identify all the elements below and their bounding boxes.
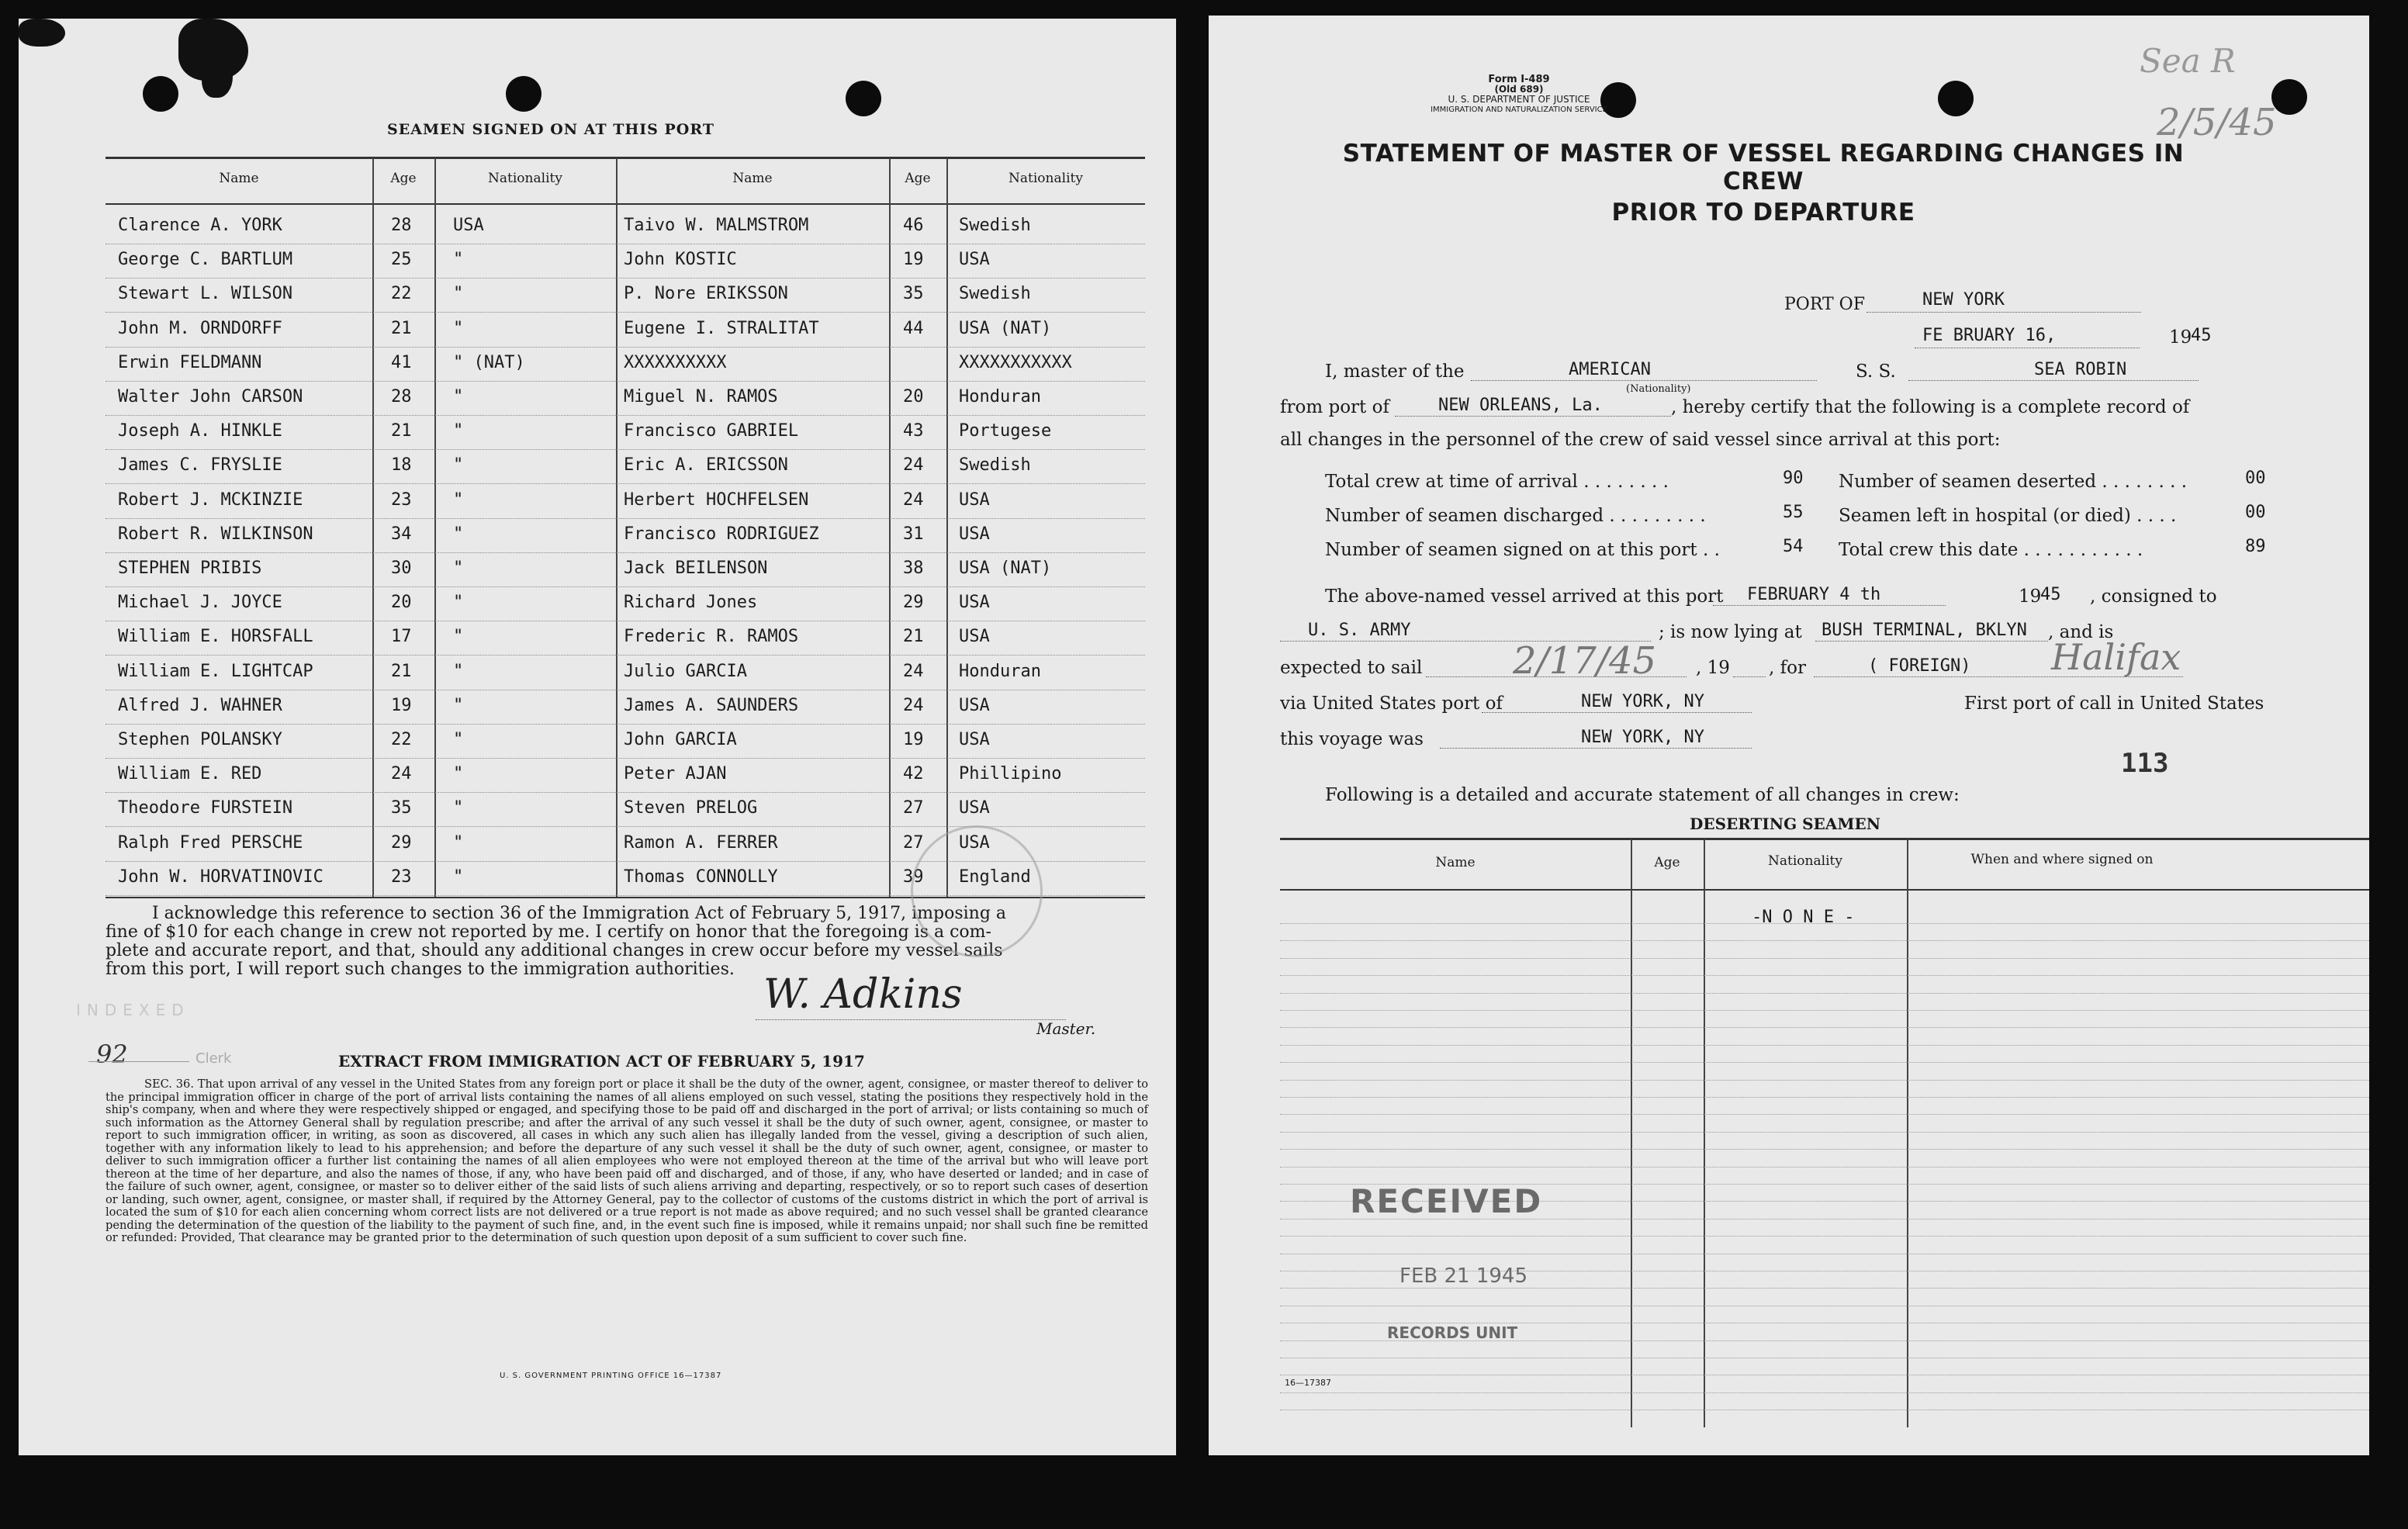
clerk-number: 92: [96, 1040, 128, 1069]
crew-cell-nat: ": [453, 387, 464, 406]
received-date: FEB 21 1945: [1399, 1264, 1528, 1288]
stat-value: 54: [1783, 537, 1804, 556]
crew-cell-age: 24: [903, 661, 924, 681]
ship-name: SEA ROBIN: [2034, 360, 2127, 379]
crew-cell-name: Alfred J. WAHNER: [118, 695, 282, 715]
master-of-label: I, master of the: [1325, 361, 1465, 382]
crew-cell-name: James A. SAUNDERS: [624, 695, 799, 715]
table-rule: [1280, 958, 2369, 959]
stat-value: 90: [1783, 469, 1804, 488]
crew-cell-age: 29: [903, 593, 924, 613]
form-number: Form I-489: [1488, 74, 1550, 85]
row-rule: [106, 381, 1145, 382]
crew-cell-age: 24: [391, 764, 412, 784]
crew-cell-nat: ": [453, 627, 464, 647]
row-rule: [106, 586, 1145, 587]
voyage-label: this voyage was: [1280, 729, 1424, 749]
voyage-value: NEW YORK, NY: [1581, 728, 1704, 747]
department: U. S. DEPARTMENT OF JUSTICE: [1448, 94, 1590, 105]
crew-cell-nat: USA: [959, 798, 990, 818]
crew-cell-age: 19: [903, 730, 924, 749]
form-header: [1379, 74, 1659, 115]
crew-cell-nat: ": [453, 764, 464, 784]
following-text: Following is a detailed and accurate statement of all changes in crew:: [1325, 785, 1960, 805]
footer-code: 16—17387: [1285, 1378, 1331, 1388]
certify-text-2: all changes in the personnel of the crew of said vessel since arrival at this port:: [1280, 430, 2001, 450]
ack-line: plete and accurate report, and that, should any additional changes in crew occur before my vessel sails: [106, 941, 1003, 960]
crew-cell-nat: Swedish: [959, 455, 1031, 476]
crew-cell-age: 19: [903, 250, 924, 270]
crew-cell-name: Herbert HOCHFELSEN: [624, 489, 809, 510]
crew-cell-name: Miguel N. RAMOS: [624, 387, 778, 406]
indexed-stamp: INDEXED: [76, 1001, 190, 1019]
crew-cell-nat: USA: [959, 593, 990, 613]
stamp-number: 113: [2121, 748, 2169, 779]
ack-line: fine of $10 for each change in crew not reported by me. I certify on honor that the foregoing is a com-: [106, 922, 991, 942]
title-line: PRIOR TO DEPARTURE: [1611, 199, 1915, 227]
table-rule: [1280, 1027, 2369, 1028]
header-name: Name: [1435, 855, 1476, 870]
crew-cell-age: 21: [391, 661, 412, 681]
table-rule: [1280, 1114, 2369, 1115]
for-label: , for: [1769, 658, 1806, 678]
none-entry: -N O N E -: [1752, 908, 1855, 927]
master-signature: W. Adkins: [763, 971, 963, 1018]
crew-cell-nat: ": [453, 593, 464, 613]
table-rule: [1280, 1132, 2369, 1133]
crew-cell-age: 39: [903, 867, 924, 887]
crew-cell-nat: ": [453, 318, 464, 338]
consigned-label: , consigned to: [2090, 586, 2217, 607]
crew-cell-nat: ": [453, 867, 464, 887]
arrived-text: The above-named vessel arrived at this port: [1325, 586, 1724, 607]
stat-label: Number of seamen signed on at this port . .: [1325, 540, 1720, 560]
crew-cell-age: 22: [391, 284, 412, 304]
crew-cell-age: 24: [903, 695, 924, 715]
table-rule: [1280, 1097, 2369, 1098]
crew-cell-nat: ": [453, 284, 464, 304]
crew-cell-age: 21: [391, 421, 412, 441]
crew-cell-nat: USA (NAT): [959, 559, 1052, 578]
crew-cell-age: 30: [391, 559, 412, 578]
crew-cell-name: John KOSTIC: [624, 250, 737, 270]
crew-cell-nat: ": [453, 798, 464, 818]
table-rule: [1280, 975, 2369, 976]
crew-cell-name: Stephen POLANSKY: [118, 730, 282, 749]
expected-value: 2/17/45: [1513, 639, 1657, 683]
crew-cell-name: John GARCIA: [624, 730, 737, 749]
from-port-value: NEW ORLEANS, La.: [1438, 396, 1603, 415]
extract-title: EXTRACT FROM IMMIGRATION ACT OF FEBRUARY 5, 1917: [338, 1052, 865, 1071]
crew-cell-nat: XXXXXXXXXXX: [959, 352, 1072, 372]
crew-cell-name: Peter AJAN: [624, 764, 727, 784]
crew-cell-age: 18: [391, 455, 412, 476]
row-rule: [106, 792, 1145, 793]
crew-cell-age: 27: [903, 832, 924, 853]
crew-cell-nat: Swedish: [959, 216, 1031, 235]
crew-cell-age: 22: [391, 730, 412, 749]
crew-cell-nat: USA: [959, 627, 990, 647]
table-rule: [1280, 1010, 2369, 1011]
crew-cell-age: 29: [391, 832, 412, 853]
punch-hole: [143, 76, 178, 112]
date-value: FE BRUARY 16,: [1922, 326, 2057, 345]
table-rule: [1280, 993, 2369, 994]
ack-line: from this port, I will report such changes to the immigration authorities.: [106, 960, 735, 979]
crew-cell-name: Julio GARCIA: [624, 661, 747, 681]
crew-cell-name: Francisco GABRIEL: [624, 421, 799, 441]
crew-cell-name: Theodore FURSTEIN: [118, 798, 293, 818]
row-rule: [106, 347, 1145, 348]
crew-cell-name: STEPHEN PRIBIS: [118, 559, 262, 578]
header-when-where: When and where signed on: [1970, 852, 2154, 867]
crew-cell-name: Thomas CONNOLLY: [624, 867, 778, 887]
crew-cell-nat: USA: [959, 250, 990, 270]
row-rule: [106, 655, 1145, 656]
corner-note: Sea R: [2140, 42, 2236, 80]
corner-date: 2/5/45: [2157, 101, 2277, 144]
crew-cell-nat: ": [453, 421, 464, 441]
row-rule: [106, 724, 1145, 725]
stat-value: 00: [2245, 469, 2266, 488]
master-label: Master.: [1036, 1019, 1096, 1038]
crew-cell-nat: ": [453, 250, 464, 270]
form-title: [1325, 140, 2202, 227]
table-rule: [1280, 1288, 2369, 1289]
table-rule: [1280, 1080, 2369, 1081]
crew-cell-nat: USA: [959, 489, 990, 510]
crew-cell-name: William E. LIGHTCAP: [118, 661, 313, 681]
first-call-label: First port of call in United States: [1964, 694, 2264, 714]
table-rule: [1280, 940, 2369, 941]
header-nationality: Nationality: [488, 171, 562, 186]
table-rule: [1280, 1392, 2369, 1393]
left-page: [19, 19, 1176, 1455]
crew-cell-nat: " (NAT): [453, 352, 525, 372]
ack-line: I acknowledge this reference to section 36 of the Immigration Act of February 5, 1917, imposing a: [152, 904, 1007, 923]
crew-cell-nat: ": [453, 730, 464, 749]
crew-cell-nat: Honduran: [959, 387, 1041, 406]
halifax-note: Halifax: [2051, 636, 2181, 678]
and-is: , and is: [2048, 622, 2114, 642]
expected-label: expected to sail: [1280, 658, 1423, 678]
stat-label: Number of seamen discharged . . . . . . . . .: [1325, 506, 1706, 526]
extract-body: SEC. 36. That upon arrival of any vessel in the United States from any foreign port or place it shall be the duty of the owner, agent, consignee, or master thereof to deliver to the principal immigration officer in charge of the port of arrival lists containing the names of all aliens employed on such vessel, stating the positions they respectively hold in the ship's company, when and where they were respectively shipped or engaged, and specifying those to be paid off and discharged in the port of arrival; or lists containing so much of such information as the Attorney General shall by regulation prescribe; and after the arrival of any such vessel it shall be the duty of such owner, agent, consignee, or master to report to such immigration officer, in writing, as soon as discovered, all cases in which any such alien has illegally landed from the vessel, giving a description of such alien, together with any information likely to lead to his apprehension; and before the departure of any such vessel it shall be the duty of such owner, agent, consignee, or master to deliver to such immigration officer a further list containing the names of all alien employees who were not employed thereon at the time of the arrival but who will leave port thereon at the time of her departure, and also the names of those, if any, who have been paid off and discharged, and of those, if any, who have deserted or landed; and in case of the failure of such owner, agent, consignee, or master so to deliver either of the said lists of such aliens arriving and departing, respectively, or so to report such cases of desertion or landing, such owner, agent, consignee, or master shall, if required by the Attorney General, pay to the collector of customs of the customs district in which the port of arrival is located the sum of $10 for each alien concerning whom correct lists are not delivered or a true report is not made as above required; and no such vessel shall be granted clearance pending the determination of the question of the liability to the payment of such fine, and, in the event such fine is imposed, while it remains unpaid; nor shall such fine be remitted or refunded: Provided, That clearance may be granted prior to the determination of such question upon deposit of a sum sufficient to cover such fine.: [106, 1078, 1148, 1244]
crew-cell-age: 23: [391, 867, 412, 887]
stat-label: Total crew at time of arrival . . . . . . . .: [1325, 472, 1669, 492]
right-page: Form I-489 (Old 689) U. S. DEPARTMENT OF JUSTICE IMMIGRATION AND NATURALIZATION SERVICE Sea R 2/5/45 STATEMENT OF MASTER OF VESSEL REGARDING CHANGES IN CREW PRIOR TO DEPARTURE PORT OF NEW YORK FE BRUARY 16, 19 45 I, master of the AMERICAN (Nationality) S. S. SEA ROBIN from port of NEW ORLEANS, La. , hereby certify that the following is a complete record of all changes in the personnel of the crew of said vessel since arrival at this port: Total crew at time of arrival . . . . . . . . 90 Number of seamen discharged . . . . . . . . . 55 Number of seamen signed on at this port . . 54 Number of seamen deserted . . . . . . . . 00 Seamen left in hospital (or died) . . . . 00 Total crew this date . . . . . . . . . . . 89 The above-named vessel arrived at this port FEBRUARY 4 th 19 45 , consigned to U. S. ARMY ; is now lying at BUSH TERMINAL, BKLYN , and is expected to sail 2/17/45 , 19 , for ( FOREIGN) Halifax via United States port of NEW YORK, NY First port of call in United States this voyage was NEW YORK, NY 113 Following is a detailed and accurate statement of all changes in crew: DESERTING SEAMEN Name Age Nationality When and where signed on -N O N E - RECEIVED FEB 21 1945 RECORDS UNIT 16—17387: [1209, 16, 2389, 1455]
punch-hole: [1938, 81, 1974, 116]
crew-cell-age: 42: [903, 764, 924, 784]
header-age: Age: [390, 171, 417, 186]
year-value: 45: [2191, 326, 2212, 345]
crew-cell-name: James C. FRYSLIE: [118, 455, 282, 476]
crew-cell-nat: USA: [959, 524, 990, 544]
table-title: SEAMEN SIGNED ON AT THIS PORT: [387, 121, 714, 138]
crew-cell-name: Eugene I. STRALITAT: [624, 318, 819, 338]
crew-cell-nat: ": [453, 489, 464, 510]
crew-cell-name: XXXXXXXXXX: [624, 352, 727, 372]
crew-cell-nat: Swedish: [959, 284, 1031, 304]
header-name: Name: [732, 171, 773, 186]
crew-cell-name: Ralph Fred PERSCHE: [118, 832, 303, 853]
crew-cell-name: Jack BEILENSON: [624, 559, 768, 578]
arrived-year: 45: [2040, 585, 2061, 604]
crew-cell-name: Taivo W. MALMSTROM: [624, 216, 809, 235]
crew-cell-name: Stewart L. WILSON: [118, 284, 293, 304]
circular-stamp: [911, 825, 1043, 957]
crew-cell-name: Clarence A. YORK: [118, 216, 282, 235]
crew-cell-age: 27: [903, 798, 924, 818]
printing-office: U. S. GOVERNMENT PRINTING OFFICE 16—17387: [500, 1372, 722, 1380]
crew-cell-age: 43: [903, 421, 924, 441]
header-age: Age: [905, 171, 931, 186]
for-value: ( FOREIGN): [1868, 656, 1971, 676]
crew-cell-age: 20: [903, 387, 924, 406]
crew-cell-name: Robert J. MCKINZIE: [118, 489, 303, 510]
header-nationality: Nationality: [1009, 171, 1083, 186]
crew-cell-name: Eric A. ERICSSON: [624, 455, 788, 476]
stat-label: Seamen left in hospital (or died) . . . .: [1839, 506, 2177, 526]
stat-value: 55: [1783, 503, 1804, 522]
crew-cell-nat: ": [453, 661, 464, 681]
crew-cell-nat: USA (NAT): [959, 318, 1052, 338]
row-rule: [106, 483, 1145, 484]
crew-cell-name: Francisco RODRIGUEZ: [624, 524, 819, 544]
arrived-date: FEBRUARY 4 th: [1747, 585, 1881, 604]
crew-cell-nat: USA: [959, 730, 990, 749]
crew-cell-nat: USA: [959, 832, 990, 853]
stat-value: 89: [2245, 537, 2266, 556]
row-rule: [106, 415, 1145, 416]
header-nationality: Nationality: [1768, 853, 1842, 869]
ink-blot: [202, 54, 233, 98]
records-unit: RECORDS UNIT: [1387, 1323, 1518, 1342]
crew-cell-age: 35: [903, 284, 924, 304]
deserting-title: DESERTING SEAMEN: [1690, 815, 1880, 833]
crew-cell-nat: Honduran: [959, 661, 1041, 681]
port-value: NEW YORK: [1922, 290, 2005, 310]
crew-cell-age: 41: [391, 352, 412, 372]
row-rule: [106, 312, 1145, 313]
stat-value: 00: [2245, 503, 2266, 522]
row-rule: [106, 449, 1145, 450]
certify-text: , hereby certify that the following is a complete record of: [1671, 397, 2190, 417]
port-label: PORT OF: [1784, 295, 1865, 314]
crew-cell-name: Michael J. JOYCE: [118, 593, 282, 613]
crew-cell-age: 25: [391, 250, 412, 270]
crew-cell-name: John W. HORVATINOVIC: [118, 867, 323, 887]
crew-cell-age: 24: [903, 489, 924, 510]
table-rule: [1280, 1167, 2369, 1168]
crew-cell-name: Erwin FELDMANN: [118, 352, 262, 372]
crew-cell-nat: USA: [453, 216, 484, 235]
crew-cell-age: 19: [391, 695, 412, 715]
consignee: U. S. ARMY: [1308, 621, 1411, 640]
form-old-number: (Old 689): [1494, 84, 1544, 95]
via-label: via United States port of: [1280, 694, 1503, 714]
nationality-label: (Nationality): [1626, 383, 1691, 395]
punch-hole: [846, 81, 881, 116]
table-rule: [1280, 1236, 2369, 1237]
crew-cell-nat: ": [453, 832, 464, 853]
ink-blot: [19, 19, 65, 47]
crew-cell-nat: ": [453, 559, 464, 578]
received-stamp: RECEIVED: [1350, 1182, 1543, 1220]
crew-cell-age: 34: [391, 524, 412, 544]
crew-cell-age: 20: [391, 593, 412, 613]
via-value: NEW YORK, NY: [1581, 692, 1704, 711]
crew-cell-age: 24: [903, 455, 924, 476]
stat-label: Total crew this date . . . . . . . . . . .: [1839, 540, 2143, 560]
crew-cell-age: 21: [391, 318, 412, 338]
header-age: Age: [1654, 855, 1680, 870]
stat-label: Number of seamen deserted . . . . . . . .: [1839, 472, 2188, 492]
crew-cell-nat: Portugese: [959, 421, 1052, 441]
crew-cell-age: 38: [903, 559, 924, 578]
ss-label: S. S.: [1856, 361, 1896, 382]
crew-cell-name: John M. ORNDORFF: [118, 318, 282, 338]
crew-cell-age: 28: [391, 387, 412, 406]
crew-cell-nat: Phillipino: [959, 764, 1062, 784]
crew-cell-name: George C. BARTLUM: [118, 250, 293, 270]
service: IMMIGRATION AND NATURALIZATION SERVICE: [1431, 106, 1607, 114]
crew-cell-age: 21: [903, 627, 924, 647]
crew-cell-age: 17: [391, 627, 412, 647]
punch-hole: [506, 76, 541, 112]
row-rule: [106, 758, 1145, 759]
table-rule: [1280, 1149, 2369, 1150]
lying-label: ; is now lying at: [1659, 622, 1802, 642]
table-rule: [1280, 1045, 2369, 1046]
crew-cell-age: 35: [391, 798, 412, 818]
crew-cell-nat: ": [453, 455, 464, 476]
crew-cell-nat: USA: [959, 695, 990, 715]
crew-cell-nat: ": [453, 524, 464, 544]
crew-cell-name: Steven PRELOG: [624, 798, 758, 818]
year-prefix: 19: [2169, 327, 2192, 348]
crew-cell-name: William E. HORSFALL: [118, 627, 313, 647]
crew-cell-age: 23: [391, 489, 412, 510]
crew-cell-name: William E. RED: [118, 764, 262, 784]
nationality-value: AMERICAN: [1569, 360, 1651, 379]
from-port-label: from port of: [1280, 397, 1389, 417]
crew-cell-age: 28: [391, 216, 412, 235]
crew-cell-age: 46: [903, 216, 924, 235]
clerk-label: Clerk: [195, 1050, 232, 1067]
crew-cell-nat: England: [959, 867, 1031, 887]
table-rule: [1280, 1062, 2369, 1063]
crew-cell-age: 44: [903, 318, 924, 338]
crew-cell-age: 31: [903, 524, 924, 544]
crew-cell-name: Richard Jones: [624, 593, 758, 613]
crew-cell-name: Joseph A. HINKLE: [118, 421, 282, 441]
lying-value: BUSH TERMINAL, BKLYN: [1822, 621, 2027, 640]
crew-cell-name: Ramon A. FERRER: [624, 832, 778, 853]
crew-cell-name: P. Nore ERIKSSON: [624, 284, 788, 304]
header-name: Name: [219, 171, 259, 186]
crew-cell-name: Robert R. WILKINSON: [118, 524, 313, 544]
crew-cell-name: Frederic R. RAMOS: [624, 627, 799, 647]
title-line: STATEMENT OF MASTER OF VESSEL REGARDING CHANGES IN CREW: [1342, 140, 2185, 195]
row-rule: [106, 518, 1145, 519]
crew-cell-nat: ": [453, 695, 464, 715]
row-rule: [106, 552, 1145, 553]
crew-cell-name: Walter John CARSON: [118, 387, 303, 406]
